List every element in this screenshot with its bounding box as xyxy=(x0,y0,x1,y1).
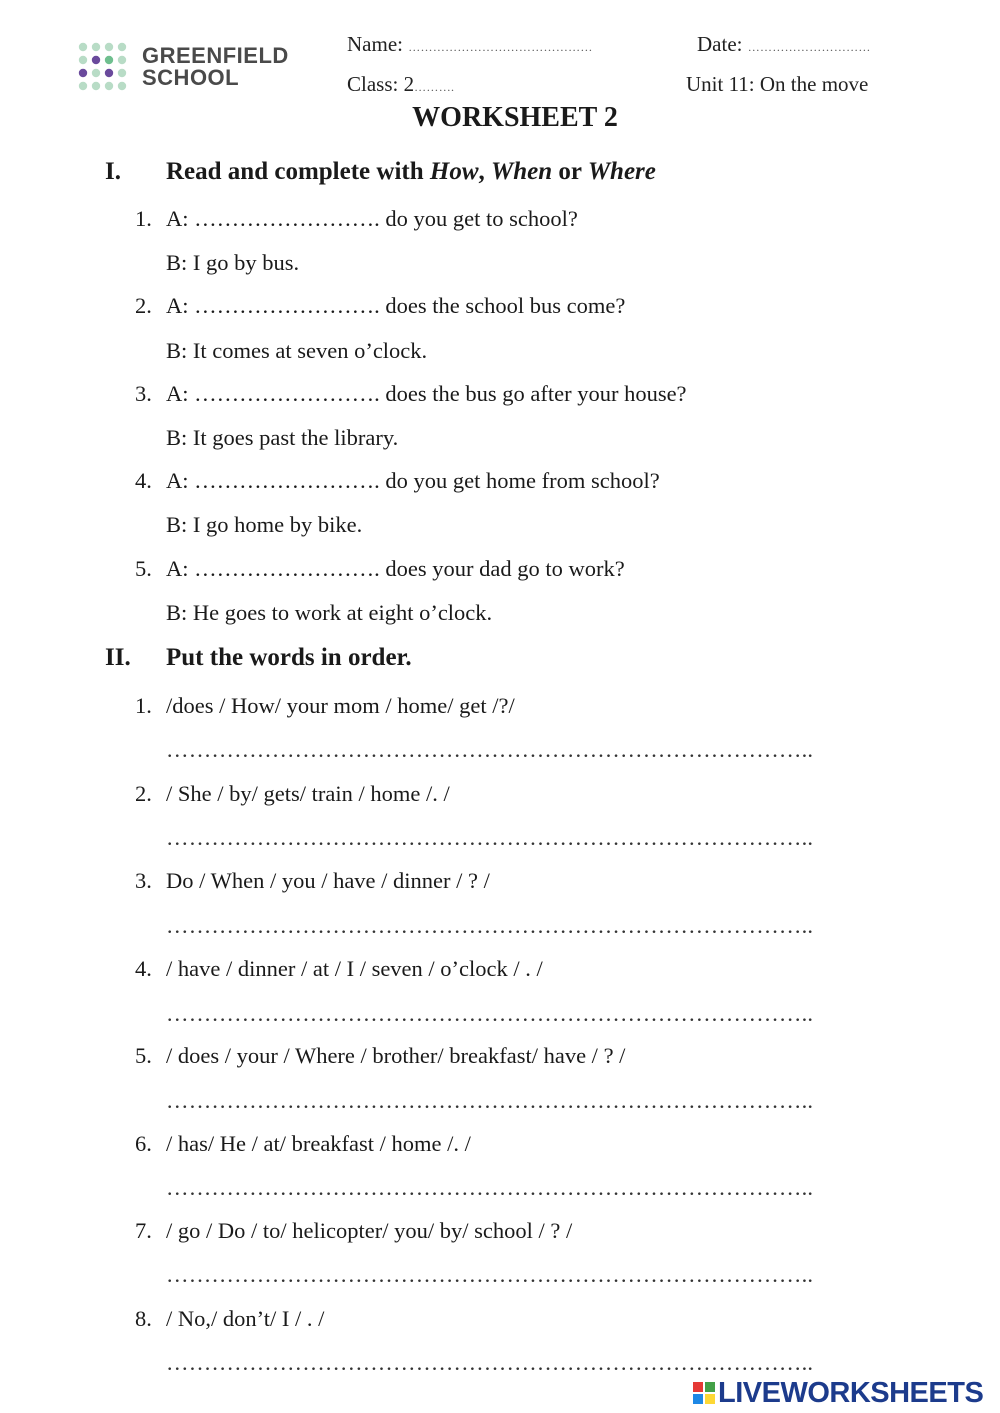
s2-scrambled-words: / does / your / Where / brother/ breakfast/ have / ? / xyxy=(166,1043,626,1068)
s1-item-number: 3. xyxy=(135,381,152,406)
comma: , xyxy=(478,158,492,185)
s2-answer-line[interactable]: ………………………………………………………………………….. xyxy=(166,1088,814,1113)
class-blank[interactable]: ………. xyxy=(414,80,455,94)
s2-answer-line[interactable]: ………………………………………………………………………….. xyxy=(166,737,814,762)
date-field[interactable] xyxy=(697,32,871,57)
name-field[interactable] xyxy=(347,32,593,57)
school-logo xyxy=(78,42,308,94)
s2-item-number: 3. xyxy=(135,868,152,893)
date-label: Date: xyxy=(697,32,743,56)
s2-answer-line[interactable]: ………………………………………………………………………….. xyxy=(166,1001,814,1026)
s1-question-a[interactable]: A: ……………………. does the school bus come? xyxy=(166,293,626,318)
name-label: Name: xyxy=(347,32,403,56)
s1-answer-b: B: It comes at seven o’clock. xyxy=(166,338,428,363)
s1-question-a[interactable]: A: ……………………. do you get to school? xyxy=(166,206,578,231)
logo-dots-icon xyxy=(78,42,130,94)
unit-label: Unit 11: On the move xyxy=(686,72,869,96)
word-where: Where xyxy=(587,158,656,185)
s2-scrambled-words: / go / Do / to/ helicopter/ you/ by/ school / ? / xyxy=(166,1218,573,1243)
s2-scrambled-words: /does / How/ your mom / home/ get /?/ xyxy=(166,693,515,718)
class-field[interactable] xyxy=(347,72,454,97)
s1-answer-b: B: I go home by bike. xyxy=(166,512,363,537)
class-value: 2 xyxy=(403,72,415,96)
section1-number: I. xyxy=(105,158,121,185)
liveworksheets-logo[interactable] xyxy=(692,1378,992,1408)
name-blank[interactable]: ……………………………………… xyxy=(408,40,593,54)
s1-question-a[interactable]: A: ……………………. do you get home from school? xyxy=(166,468,660,493)
section2-title: Put the words in order. xyxy=(166,644,412,671)
worksheet-title: WORKSHEET 2 xyxy=(412,102,618,133)
date-blank[interactable]: ………………………… xyxy=(747,40,871,54)
s2-answer-line[interactable]: ………………………………………………………………………….. xyxy=(166,1350,814,1375)
s2-answer-line[interactable]: ………………………………………………………………………….. xyxy=(166,825,814,850)
s2-item-number: 5. xyxy=(135,1043,152,1068)
s1-item-number: 5. xyxy=(135,556,152,581)
s2-scrambled-words: / have / dinner / at / I / seven / o’clock / . / xyxy=(166,956,543,981)
school-name-line2: SCHOOL xyxy=(142,65,240,90)
liveworksheets-brand: LIVEWORKSHEETS xyxy=(718,1377,984,1409)
s2-answer-line[interactable]: ………………………………………………………………………….. xyxy=(166,1175,814,1200)
section1-title-prefix: Read and complete with xyxy=(166,158,430,185)
word-when: When xyxy=(491,158,553,185)
s2-scrambled-words: / No,/ don’t/ I / . / xyxy=(166,1306,325,1331)
s2-scrambled-words: / has/ He / at/ breakfast / home /. / xyxy=(166,1131,471,1156)
class-label: Class: xyxy=(347,72,399,96)
s2-item-number: 7. xyxy=(135,1218,152,1243)
s1-answer-b: B: I go by bus. xyxy=(166,250,300,275)
school-name xyxy=(142,45,289,89)
s2-answer-line[interactable]: ………………………………………………………………………….. xyxy=(166,913,814,938)
s1-answer-b: B: He goes to work at eight o’clock. xyxy=(166,600,493,625)
s2-item-number: 4. xyxy=(135,956,152,981)
s2-item-number: 2. xyxy=(135,781,152,806)
school-name-line1: GREENFIELD xyxy=(142,43,289,68)
s1-item-number: 2. xyxy=(135,293,152,318)
s2-item-number: 1. xyxy=(135,693,152,718)
s1-answer-b: B: It goes past the library. xyxy=(166,425,399,450)
word-or: or xyxy=(552,158,588,185)
section1-title xyxy=(166,158,656,186)
s1-item-number: 4. xyxy=(135,468,152,493)
s2-answer-line[interactable]: ………………………………………………………………………….. xyxy=(166,1262,814,1287)
s2-scrambled-words: / She / by/ gets/ train / home /. / xyxy=(166,781,450,806)
s1-item-number: 1. xyxy=(135,206,152,231)
section2-number: II. xyxy=(105,644,131,671)
s1-question-a[interactable]: A: ……………………. does your dad go to work? xyxy=(166,556,625,581)
s2-scrambled-words: Do / When / you / have / dinner / ? / xyxy=(166,868,490,893)
s1-question-a[interactable]: A: ……………………. does the bus go after your house? xyxy=(166,381,687,406)
word-how: How xyxy=(429,158,479,185)
liveworksheets-cube-icon xyxy=(692,1381,716,1405)
s2-item-number: 8. xyxy=(135,1306,152,1331)
s2-item-number: 6. xyxy=(135,1131,152,1156)
